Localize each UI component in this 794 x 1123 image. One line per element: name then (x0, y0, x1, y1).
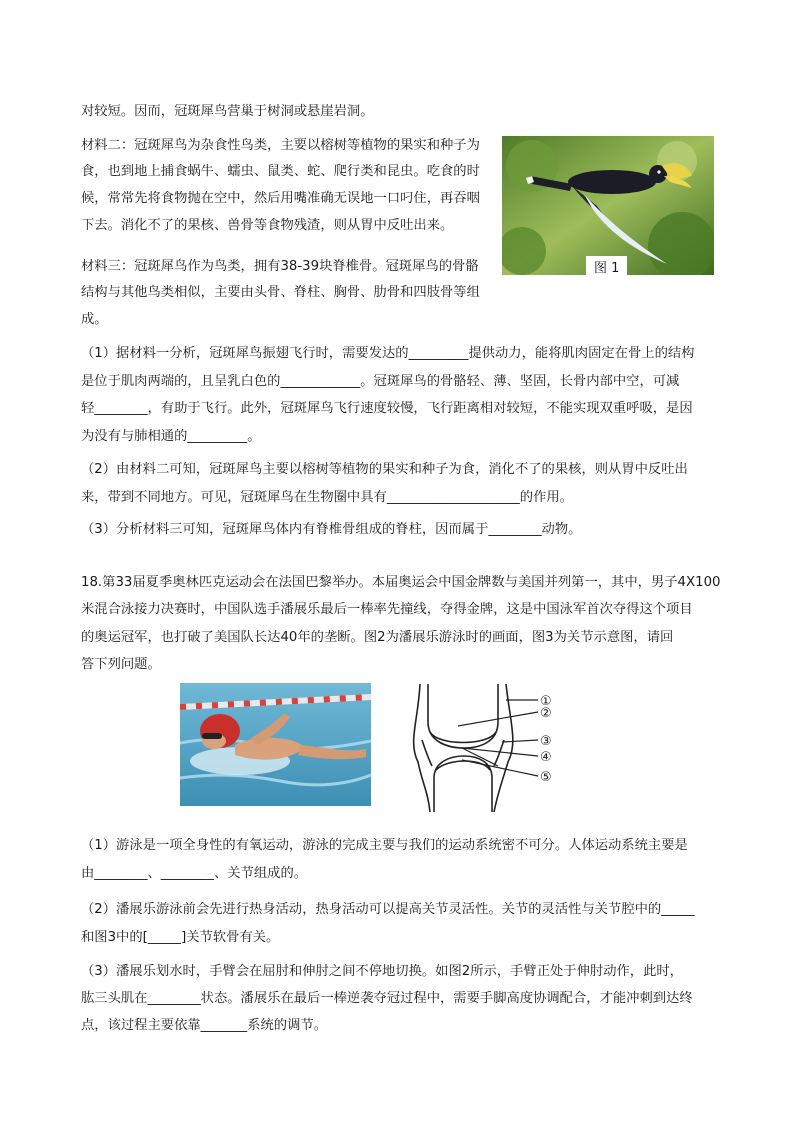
text-line: 轻________，有助于飞行。此外，冠斑犀鸟飞行速度较慢，飞行距离相对较短，不能实现双重呼吸，是因 (81, 401, 693, 416)
joint-diagram-drawing (398, 682, 578, 814)
text-line: （2）由材料二可知，冠斑犀鸟主要以榕树等植物的果实和种子为食，消化不了的果核，则从胃中反吐出 (81, 462, 688, 477)
text-line: 答下列问题。 (81, 657, 161, 672)
text-line: 结构与其他鸟类相似，主要由头骨、脊柱、胸骨、肋骨和四肢骨等组 (81, 285, 480, 300)
text-line: 对较短。因而，冠斑犀鸟营巢于树洞或悬崖岩洞。 (81, 104, 374, 119)
text-line: 成。 (81, 312, 108, 327)
hornbill-photo (502, 136, 714, 275)
text-line: 为没有与肺相通的_________。 (81, 429, 261, 444)
label-4: ④ (540, 750, 552, 765)
text-line: 和图3中的[_____]关节软骨有关。 (81, 930, 280, 945)
label-5: ⑤ (540, 770, 552, 785)
joint-diagram (398, 682, 578, 814)
text-line: 材料二：冠斑犀鸟为杂食性鸟类，主要以榕树等植物的果实和种子为 (81, 138, 480, 153)
text-line: 材料三：冠斑犀鸟作为鸟类，拥有38-39块脊椎骨。冠斑犀鸟的骨骼 (81, 259, 479, 274)
label-1: ① (540, 694, 552, 709)
text-line: （3）潘展乐划水时，手臂会在屈肘和伸肘之间不停地切换。如图2所示，手臂正处于伸肘动作，此时， (81, 964, 683, 979)
text-line: （1）据材料一分析，冠斑犀鸟振翅飞行时，需要发达的_________提供动力，能将肌肉固定在骨上的结构 (81, 346, 695, 361)
text-line: 肱三头肌在________状态。潘展乐在最后一棒逆袭夺冠过程中，需要手脚高度协调配合，才能冲刺到达终 (81, 991, 693, 1006)
text-line: 食，也到地上捕食蜗牛、蠕虫、鼠类、蛇、爬行类和昆虫。吃食的时 (81, 164, 480, 179)
text-line: （1）游泳是一项全身性的有氧运动，游泳的完成主要与我们的运动系统密不可分。人体运动系统主要是 (81, 838, 688, 853)
text-line: 候，常常先将食物抛在空中，然后用嘴准确无误地一口叼住，再吞咽 (81, 191, 480, 206)
swimmer-photo (180, 683, 371, 806)
text-line: 下去。消化不了的果核、兽骨等食物残渣，则从胃中反吐出来。 (81, 218, 454, 233)
text-line: 来，带到不同地方。可见，冠斑犀鸟在生物圈中具有____________________的作用。 (81, 490, 573, 505)
text-line: （2）潘展乐游泳前会先进行热身活动，热身活动可以提高关节灵活性。关节的灵活性与关节腔中的_____ (81, 902, 695, 917)
text-line: 由________、________、关节组成的。 (81, 866, 308, 881)
text-line: 米混合泳接力决赛时，中国队选手潘展乐最后一棒率先撞线，夺得金牌，这是中国泳军首次夺得这个项目 (81, 602, 693, 617)
text-line: 的奥运冠军，也打破了美国队长达40年的垄断。图2为潘展乐游泳时的画面，图3为关节示意图，请回 (81, 630, 674, 645)
text-line: 点，该过程主要依靠_______系统的调节。 (81, 1018, 327, 1033)
figure-1-label: 图 1 (586, 256, 627, 275)
text-line: （3）分析材料三可知，冠斑犀鸟体内有脊椎骨组成的脊柱，因而属于________动物。 (81, 522, 582, 537)
hornbill-illustration (502, 136, 714, 275)
text-line: 18.第33届夏季奥林匹克运动会在法国巴黎举办。本届奥运会中国金牌数与美国并列第一，其中，男子4X100 (81, 575, 721, 590)
text-line: 是位于肌肉两端的，且呈乳白色的____________。冠斑犀鸟的骨骼轻、薄、坚固，长骨内部中空，可减 (81, 374, 680, 389)
swimmer-illustration (180, 683, 371, 806)
label-2: ② (540, 706, 552, 721)
label-3: ③ (540, 734, 552, 749)
